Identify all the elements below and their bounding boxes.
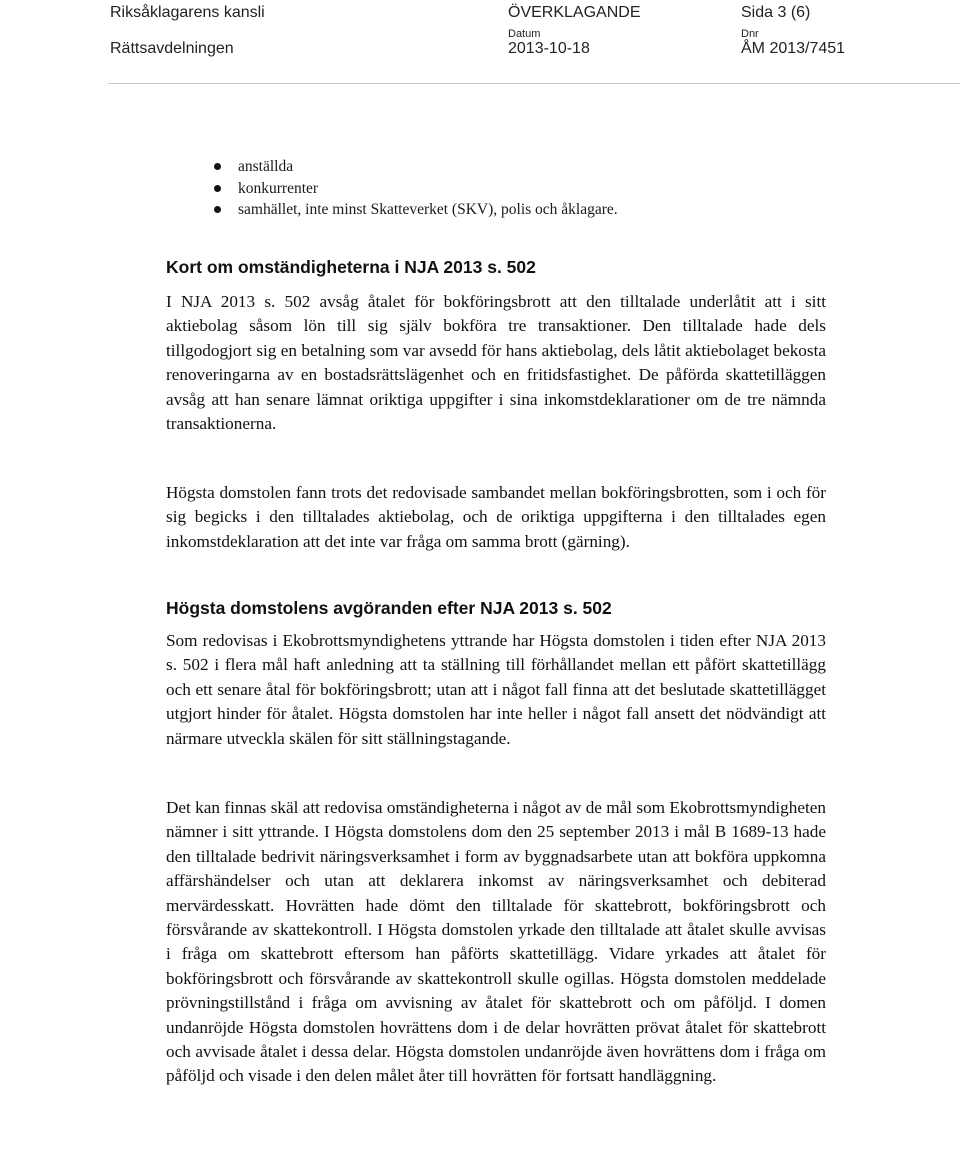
page-number: Sida 3 (6) bbox=[741, 4, 811, 21]
letterhead bbox=[0, 0, 960, 80]
reference-number: ÅM 2013/7451 bbox=[741, 40, 846, 57]
department-name: Rättsavdelningen bbox=[110, 40, 234, 57]
organization-name: Riksåklagarens kansli bbox=[110, 4, 265, 21]
document-date: 2013-10-18 bbox=[508, 40, 590, 57]
bullet-item: samhället, inte minst Skatteverket (SKV), polis och åklagare. bbox=[0, 199, 618, 221]
body-paragraph: Det kan finnas skäl att redovisa omständigheterna i något av de mål som Ekobrottsmyndigheten nämner i sitt yttrande. I Högsta domstolens dom den 25 september 2013 i mål B 1689-13 hade den tilltalade bedrivit näringsverksamhet i form av byggnadsarbete utan att bokföra uppkomna affärshändelser och utan att deklarera inkomst av näringsverksamhet och debiterad mervärdesskatt. Hovrätten hade dömt den tilltalade för skattebrott, bokföringsbrott och försvårande av skattekontroll. I Högsta domstolen yrkade den tilltalade att åtalet skulle avvisas i fråga om skattebrott eftersom han påförts skattetillägg. Vidare yrkades att åtalet för bokföringsbrott och försvårande av skattekontroll skulle ogillas. Högsta domstolen meddelade prövningstillstånd i fråga om avvisning av åtalet för skattebrott och om påföljd. I domen undanröjde Högsta domstolen hovrättens dom i de delar hovrätten prövat åtalet för skattebrott och avvisade åtalet i dessa delar. Högsta domstolen undanröjde även hovrättens dom i fråga om påföljd och visade i den delen målet åter till hovrätten för fortsatt handläggning. bbox=[166, 798, 826, 1086]
bullet-list bbox=[0, 156, 618, 221]
header-divider bbox=[108, 83, 960, 84]
body-paragraph: I NJA 2013 s. 502 avsåg åtalet för bokföringsbrott att den tilltalade underlåtit att i sitt aktiebolag såsom lön till sig själv bokföra tre transaktioner. Den tilltalade hade dels tillgodogjort sig en betalning som var avsedd för hans aktiebolag, dels låtit aktiebolaget bekosta renoveringarna av en bostadsrättslägenhet och en fritidsfastighet. De påförda skattetilläggen avsåg att han senare lämnat oriktiga uppgifter i sina inkomstdeklarationer om de tre nämnda transaktionerna. bbox=[166, 292, 826, 434]
bullet-item: anställda bbox=[0, 156, 618, 178]
date-label: Datum bbox=[508, 28, 541, 40]
bullet-item: konkurrenter bbox=[0, 178, 618, 200]
section-heading: Kort om omständigheterna i NJA 2013 s. 502 bbox=[166, 257, 536, 277]
body-paragraph: Högsta domstolen fann trots det redovisade sambandet mellan bokföringsbrotten, som i och för sig begicks i den tilltalades aktiebolag, och de oriktiga uppgifterna i den tilltalades egen inkomstdeklaration att det inte var fråga om samma brott (gärning). bbox=[166, 483, 826, 551]
section-heading: Högsta domstolens avgöranden efter NJA 2013 s. 502 bbox=[166, 598, 612, 618]
reference-label: Dnr bbox=[741, 28, 759, 40]
body-paragraph: Som redovisas i Ekobrottsmyndighetens yttrande har Högsta domstolen i tiden efter NJA 2013 s. 502 i flera mål haft anledning att ta ställning till förhållandet mellan ett påfört skattetillägg och ett senare åtal för bokföringsbrott; utan att i något fall finna att det beslutade skattetillägget utgjort hinder för åtalet. Högsta domstolen har inte heller i något fall ansett det nödvändigt att närmare utveckla skälen för sitt ställningstagande. bbox=[166, 631, 826, 748]
document-type: ÖVERKLAGANDE bbox=[508, 4, 641, 21]
